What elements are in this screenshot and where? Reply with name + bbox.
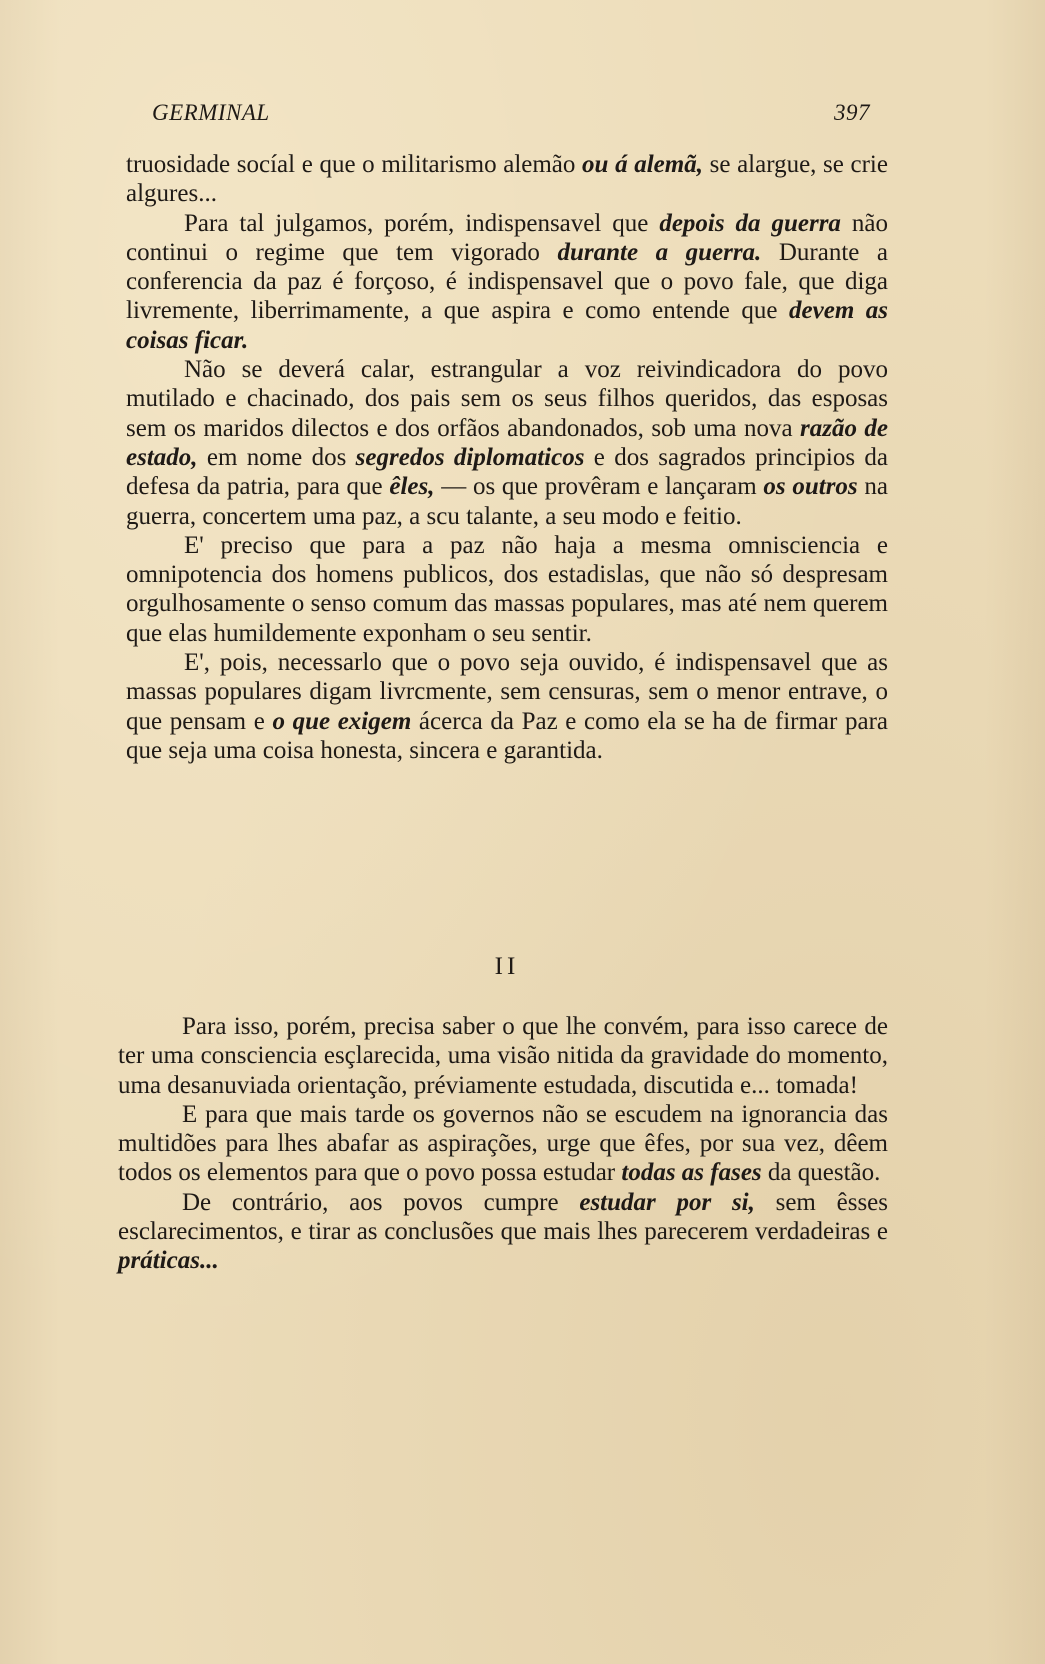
section-heading: II (494, 953, 520, 980)
text-run: e dos sagrados principios da defesa da patria, para que (126, 443, 888, 501)
text-run: E para que mais tarde os governos não se escudem na ignorancia das multidões para lhes abafar as aspirações, urge que êfes, por sua vez, dêem todos os elementos para que o povo possa estudar (118, 1100, 888, 1187)
italic-run: durante a guerra. (557, 238, 762, 266)
text-run: se alargue, se crie algures... (126, 151, 888, 208)
paragraph-2 (126, 209, 888, 355)
paragraph-7 (118, 1100, 888, 1188)
paragraph-6 (118, 1012, 888, 1100)
text-run: na guerra, concertem uma paz, a scu talante, a seu modo e feitio. (126, 473, 888, 530)
italic-run: êles, (389, 473, 435, 501)
text-run: E' preciso que para a paz não haja a mesma omnisciencia e omnipotencia dos homens publicos, dos estadislas, que não só despresam orgulhosamente o senso comum das massas populares, mas até nem querem que elas humildemente exponham o seu sentir. (126, 531, 888, 647)
paragraph-5 (126, 648, 888, 765)
italic-run: estudar por si, (579, 1188, 755, 1216)
paragraph-4 (126, 531, 888, 648)
text-run: — os que provêram e lançaram (434, 473, 764, 501)
page-number: 397 (834, 100, 870, 125)
text-run: E', pois, necessarlo que o povo seja ouvido, é indispensavel que as massas populares digam livrcmente, sem censuras, sem o menor entrave, o que pensam e (126, 649, 888, 735)
italic-run: os outros (763, 473, 858, 501)
text-run: Para isso, porém, precisa saber o que lhe convém, para isso carece de ter uma consciencia esçlarecida, uma visão nitida da gravidade do momento, uma desanuviada orientação, préviamente estudada, discutida e... tomada! (118, 1013, 888, 1099)
running-title: GERMINAL (152, 100, 270, 125)
paragraph-8 (118, 1188, 888, 1276)
text-run: Para tal julgamos, porém, indispensavel que (184, 209, 660, 237)
text-run: truosidade socíal e que o militarismo alemão (126, 151, 583, 178)
italic-run: depois da guerra (659, 209, 841, 237)
text-run: Durante a conferencia da paz é forçoso, é indispensavel que o povo fale, que diga livremente, liberrimamente, a que aspira e como entende que (126, 238, 888, 325)
italic-run: o que exigem (272, 707, 412, 735)
italic-run: todas as fases (621, 1159, 762, 1187)
italic-run: razão de estado, (126, 414, 888, 471)
paragraph-3 (126, 355, 888, 531)
italic-run: ou á alemã, (582, 151, 703, 178)
paragraph-1 (126, 150, 888, 209)
text-run: sem êsses esclarecimentos, e tirar as conclusões que mais lhes parecerem verdadeiras e (118, 1188, 888, 1246)
italic-run: devem as coisas ficar. (126, 297, 889, 354)
text-run: De contrário, aos povos cumpre (182, 1188, 580, 1216)
section-1-text (126, 150, 888, 765)
text-run: não continui o regime que tem vigorado (126, 209, 888, 266)
text-run: ácerca da Paz e como ela se ha de firmar para que seja uma coisa honesta, sincera e garantida. (126, 707, 888, 764)
page-header (152, 100, 870, 136)
italic-run: práticas... (118, 1247, 219, 1275)
section-2-text (118, 1012, 888, 1276)
text-run: Não se deverá calar, estrangular a voz reivindicadora do povo mutilado e chacinado, dos pais sem os seus filhos queridos, das esposas sem os maridos dilectos e dos orfãos abandonados, sob uma nova (126, 356, 888, 442)
text-run: da questão. (761, 1159, 881, 1187)
italic-run: segredos diplomaticos (355, 443, 585, 471)
text-run: em nome dos (197, 443, 356, 471)
